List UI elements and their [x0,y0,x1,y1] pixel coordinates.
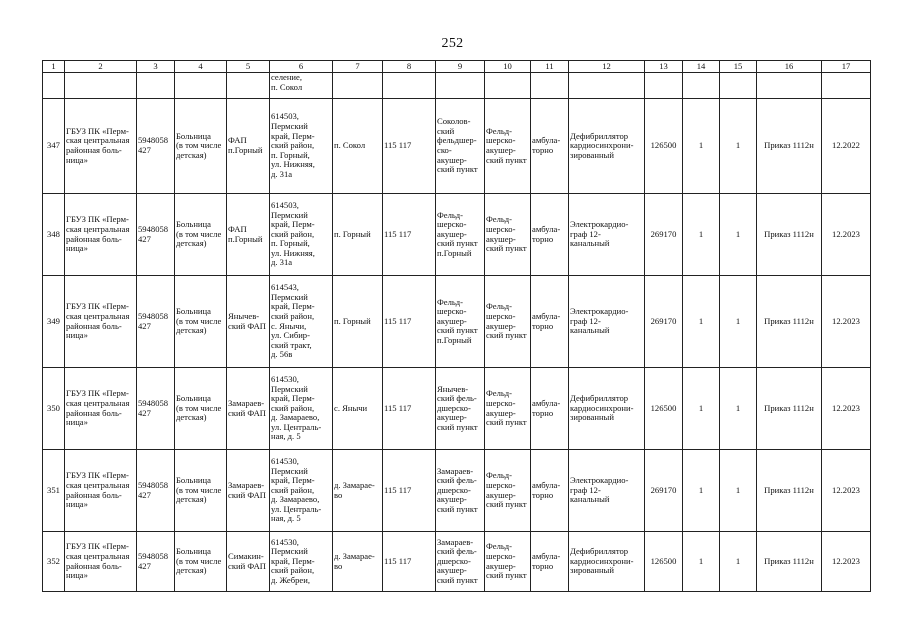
table-row [43,450,871,532]
cell-delivery-date: 12.2023 [822,532,871,592]
cell-row-number: 348 [43,194,65,276]
cell-address: 614530, Пермский край, Перм- ский район, д. Жебреи, [270,532,333,592]
cell-unit-kind: Фельд- шерско- акушер- ский пункт [485,99,531,194]
cell-price: 126500 [645,368,683,450]
cell-institution-type: Больница (в том числе детская) [175,99,227,194]
cell-locality: д. Замарае- во [333,532,383,592]
cell-delivery-date [822,73,871,99]
cell-regulation-order: Приказ 1112н [757,194,822,276]
cell-equipment-name [569,73,645,99]
column-header-4: 4 [175,61,227,73]
column-header-3: 3 [137,61,175,73]
cell-inn-number: 5948058 427 [137,368,175,450]
table-row [43,532,871,592]
column-header-13: 13 [645,61,683,73]
table-row [43,368,871,450]
cell-care-condition [531,73,569,99]
cell-equipment-name: Электрокардио- граф 12- канальный [569,450,645,532]
cell-equipment-name: Дефибриллятор кардиосинхрони- зированный [569,99,645,194]
cell-care-condition: амбула- торно [531,276,569,368]
page-number: 252 [441,36,464,51]
cell-quantity-planned: 1 [720,532,757,592]
cell-equipment-name: Электрокардио- граф 12- канальный [569,194,645,276]
cell-unit-name: Замараев- ский ФАП [227,450,270,532]
cell-organization-name: ГБУЗ ПК «Перм- ская центральная районная боль- ница» [65,532,137,592]
cell-institution-type: Больница (в том числе детская) [175,276,227,368]
cell-organization-name: ГБУЗ ПК «Перм- ская центральная районная боль- ница» [65,276,137,368]
cell-unit-kind: Фельд- шерско- акушер- ский пункт [485,368,531,450]
column-header-5: 5 [227,61,270,73]
cell-inn-number: 5948058 427 [137,532,175,592]
cell-regulation-order: Приказ 1112н [757,99,822,194]
cell-care-condition: амбула- торно [531,368,569,450]
cell-care-condition: амбула- торно [531,194,569,276]
cell-equipment-name: Дефибриллятор кардиосинхрони- зированный [569,532,645,592]
cell-organization-name: ГБУЗ ПК «Перм- ская центральная районная боль- ница» [65,194,137,276]
cell-locality: с. Янычи [333,368,383,450]
cell-institution-type [175,73,227,99]
cell-oktmo-code: 115 117 [383,450,436,532]
cell-placement-unit: Фельд- шерско- акушер- ский пункт п.Горный [436,276,485,368]
cell-address: 614530, Пермский край, Перм- ский район, д. Замараево, ул. Централь- ная, д. 5 [270,368,333,450]
cell-locality: п. Горный [333,276,383,368]
cell-locality: д. Замарае- во [333,450,383,532]
cell-unit-kind: Фельд- шерско- акушер- ский пункт [485,276,531,368]
cell-delivery-date: 12.2023 [822,194,871,276]
cell-organization-name [65,73,137,99]
cell-quantity-planned: 1 [720,276,757,368]
cell-quantity-needed [683,73,720,99]
cell-regulation-order: Приказ 1112н [757,532,822,592]
cell-care-condition: амбула- торно [531,532,569,592]
cell-price: 269170 [645,276,683,368]
cell-address: 614543, Пермский край, Перм- ский район, с. Янычи, ул. Сибир- ский тракт, д. 56в [270,276,333,368]
table-row [43,99,871,194]
column-header-9: 9 [436,61,485,73]
cell-quantity-needed: 1 [683,276,720,368]
cell-price: 269170 [645,194,683,276]
cell-locality [333,73,383,99]
cell-placement-unit [436,73,485,99]
cell-quantity-planned: 1 [720,99,757,194]
cell-quantity-planned: 1 [720,368,757,450]
cell-unit-name: Замараев- ский ФАП [227,368,270,450]
cell-institution-type: Больница (в том числе детская) [175,368,227,450]
cell-organization-name: ГБУЗ ПК «Перм- ская центральная районная боль- ница» [65,99,137,194]
column-header-10: 10 [485,61,531,73]
column-header-7: 7 [333,61,383,73]
cell-unit-name: ФАП п.Горный [227,194,270,276]
column-header-11: 11 [531,61,569,73]
cell-locality: п. Горный [333,194,383,276]
column-header-1: 1 [43,61,65,73]
cell-inn-number [137,73,175,99]
column-header-16: 16 [757,61,822,73]
cell-quantity-planned: 1 [720,194,757,276]
cell-delivery-date: 12.2023 [822,276,871,368]
cell-placement-unit: Соколов- ский фельдшер- ско- акушер- ский пункт [436,99,485,194]
cell-price: 126500 [645,99,683,194]
cell-regulation-order: Приказ 1112н [757,276,822,368]
column-header-6: 6 [270,61,333,73]
cell-placement-unit: Замараев- ский фель- дшерско- акушер- ский пункт [436,450,485,532]
table-row [43,276,871,368]
table-row [43,194,871,276]
cell-locality: п. Сокол [333,99,383,194]
cell-equipment-name: Электрокардио- граф 12- канальный [569,276,645,368]
column-header-8: 8 [383,61,436,73]
column-header-12: 12 [569,61,645,73]
cell-organization-name: ГБУЗ ПК «Перм- ская центральная районная боль- ница» [65,450,137,532]
cell-quantity-needed: 1 [683,99,720,194]
column-header-15: 15 [720,61,757,73]
cell-row-number [43,73,65,99]
cell-quantity-planned: 1 [720,450,757,532]
cell-quantity-needed: 1 [683,194,720,276]
cell-oktmo-code: 115 117 [383,276,436,368]
cell-placement-unit: Янычев- ский фель- дшерско- акушер- ский пункт [436,368,485,450]
cell-quantity-needed: 1 [683,368,720,450]
cell-price: 269170 [645,450,683,532]
cell-unit-kind [485,73,531,99]
cell-placement-unit: Замараев- ский фель- дшерско- акушер- ский пункт [436,532,485,592]
cell-oktmo-code: 115 117 [383,99,436,194]
cell-address: 614503, Пермский край, Перм- ский район, п. Горный, ул. Нижняя, д. 31а [270,194,333,276]
column-number-row [43,61,871,73]
cell-delivery-date: 12.2023 [822,368,871,450]
cell-unit-name: Янычев- ский ФАП [227,276,270,368]
cell-address: 614530, Пермский край, Перм- ский район, д. Замараево, ул. Централь- ная, д. 5 [270,450,333,532]
cell-inn-number: 5948058 427 [137,99,175,194]
cell-delivery-date: 12.2023 [822,450,871,532]
cell-quantity-planned [720,73,757,99]
cell-regulation-order: Приказ 1112н [757,368,822,450]
cell-care-condition: амбула- торно [531,99,569,194]
cell-unit-kind: Фельд- шерско- акушер- ский пункт [485,194,531,276]
cell-inn-number: 5948058 427 [137,450,175,532]
cell-oktmo-code: 115 117 [383,194,436,276]
column-header-14: 14 [683,61,720,73]
cell-oktmo-code: 115 117 [383,368,436,450]
cell-oktmo-code: 115 117 [383,532,436,592]
cell-address: 614503, Пермский край, Перм- ский район, п. Горный, ул. Нижняя, д. 31а [270,99,333,194]
cell-institution-type: Больница (в том числе детская) [175,450,227,532]
cell-unit-name: ФАП п.Горный [227,99,270,194]
cell-delivery-date: 12.2022 [822,99,871,194]
column-header-17: 17 [822,61,871,73]
cell-quantity-needed: 1 [683,450,720,532]
cell-row-number: 352 [43,532,65,592]
cell-price: 126500 [645,532,683,592]
cell-regulation-order: Приказ 1112н [757,450,822,532]
cell-unit-name: Симакин- ский ФАП [227,532,270,592]
cell-address: селение, п. Сокол [270,73,333,99]
cell-inn-number: 5948058 427 [137,276,175,368]
cell-institution-type: Больница (в том числе детская) [175,194,227,276]
cell-institution-type: Больница (в том числе детская) [175,532,227,592]
cell-unit-kind: Фельд- шерско- акушер- ский пункт [485,532,531,592]
cell-placement-unit: Фельд- шерско- акушер- ский пункт п.Горный [436,194,485,276]
registry-table [42,60,871,592]
cell-row-number: 349 [43,276,65,368]
cell-row-number: 351 [43,450,65,532]
cell-organization-name: ГБУЗ ПК «Перм- ская центральная районная боль- ница» [65,368,137,450]
cell-care-condition: амбула- торно [531,450,569,532]
cell-equipment-name: Дефибриллятор кардиосинхрони- зированный [569,368,645,450]
cell-price [645,73,683,99]
table-row [43,73,871,99]
cell-unit-kind: Фельд- шерско- акушер- ский пункт [485,450,531,532]
cell-unit-name [227,73,270,99]
cell-quantity-needed: 1 [683,532,720,592]
cell-row-number: 347 [43,99,65,194]
cell-inn-number: 5948058 427 [137,194,175,276]
cell-oktmo-code [383,73,436,99]
cell-row-number: 350 [43,368,65,450]
cell-regulation-order [757,73,822,99]
column-header-2: 2 [65,61,137,73]
